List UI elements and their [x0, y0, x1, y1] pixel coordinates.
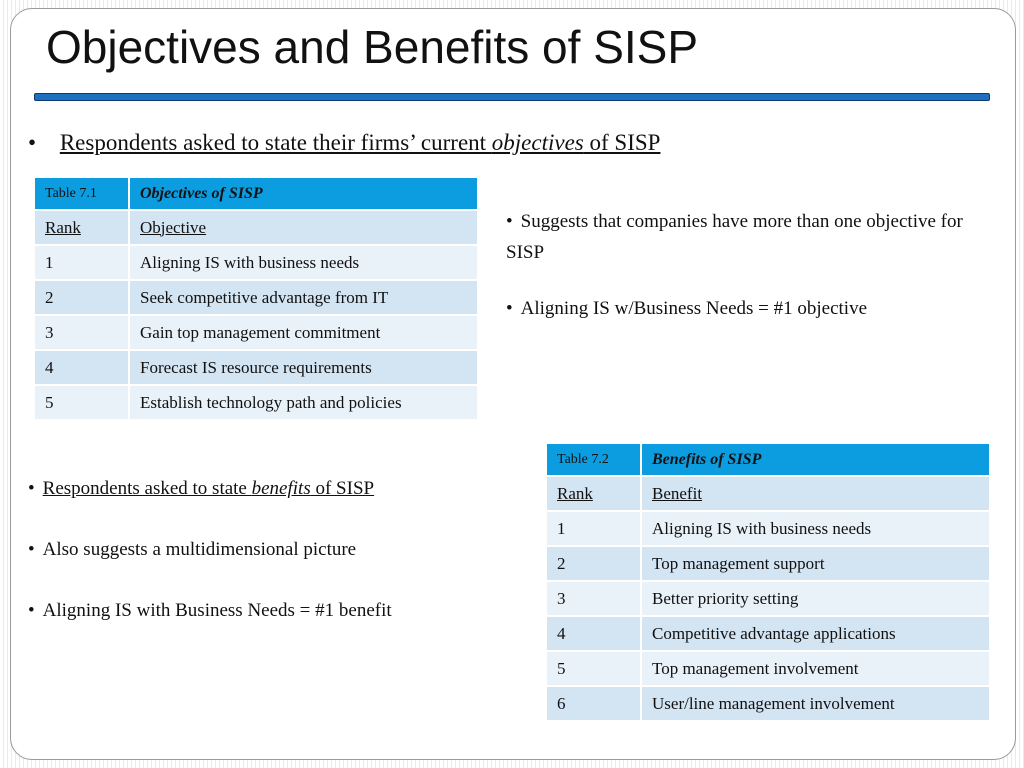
row-objective: Forecast IS resource requirements	[129, 350, 478, 385]
bullet-text: Aligning IS with Business Needs = #1 benefit	[42, 600, 392, 621]
row-benefit: Competitive advantage applications	[641, 616, 990, 651]
table-caption: Objectives of SISP	[129, 177, 478, 210]
row-benefit: Top management support	[641, 546, 990, 581]
table-row	[546, 511, 990, 546]
row-objective: Aligning IS with business needs	[129, 245, 478, 280]
bullet-text-start: Respondents asked to state their firms’ current	[59, 130, 492, 155]
table-row	[34, 350, 478, 385]
column-header-rank: Rank	[546, 476, 641, 511]
row-benefit: Aligning IS with business needs	[641, 511, 990, 546]
table-caption: Benefits of SISP	[641, 443, 990, 476]
row-rank: 5	[546, 651, 641, 686]
bullet-text-start: Respondents asked to state	[42, 478, 252, 499]
table-row	[546, 651, 990, 686]
row-rank: 4	[546, 616, 641, 651]
bullet-dot: •	[28, 130, 37, 155]
table-column-header-row	[34, 210, 478, 245]
bullet-multidimensional	[28, 539, 356, 561]
table-row	[34, 280, 478, 315]
row-rank: 5	[34, 385, 129, 420]
column-header-objective: Objective	[129, 210, 478, 245]
table-row	[34, 385, 478, 420]
bullet-dot: •	[28, 478, 35, 499]
column-header-rank: Rank	[34, 210, 129, 245]
row-rank: 2	[546, 546, 641, 581]
bullet-dot: •	[506, 211, 513, 232]
table-label: Table 7.2	[546, 443, 641, 476]
table-column-header-row	[546, 476, 990, 511]
row-rank: 1	[34, 245, 129, 280]
table-row	[34, 245, 478, 280]
row-objective: Gain top management commitment	[129, 315, 478, 350]
table-header-row	[34, 177, 478, 210]
column-header-benefit: Benefit	[641, 476, 990, 511]
table-header-row	[546, 443, 990, 476]
bullet-benefits-intro	[28, 478, 374, 500]
note-multiple-objectives	[506, 206, 966, 268]
row-objective: Establish technology path and policies	[129, 385, 478, 420]
page-title: Objectives and Benefits of SISP	[46, 21, 699, 73]
bullet-text	[60, 130, 661, 155]
benefits-table	[545, 442, 991, 722]
bullet-text-italic: benefits	[251, 478, 311, 499]
table-row	[546, 546, 990, 581]
row-benefit: Better priority setting	[641, 581, 990, 616]
note-text: Suggests that companies have more than one objective for SISP	[506, 211, 963, 263]
bullet-objectives-intro	[28, 130, 660, 156]
row-rank: 1	[546, 511, 641, 546]
table-row	[546, 686, 990, 721]
table-label: Table 7.1	[34, 177, 129, 210]
row-rank: 2	[34, 280, 129, 315]
bullet-dot: •	[28, 539, 35, 560]
row-rank: 3	[34, 315, 129, 350]
note-text: Aligning IS w/Business Needs = #1 objective	[520, 298, 868, 319]
objectives-table	[33, 176, 479, 421]
row-rank: 6	[546, 686, 641, 721]
title-underline-bar	[34, 93, 990, 101]
row-benefit: User/line management involvement	[641, 686, 990, 721]
bullet-dot: •	[28, 600, 35, 621]
row-objective: Seek competitive advantage from IT	[129, 280, 478, 315]
row-rank: 3	[546, 581, 641, 616]
table-row	[546, 616, 990, 651]
bullet-text: Also suggests a multidimensional picture	[42, 539, 357, 560]
bullet-text-end: of SISP	[310, 478, 375, 499]
bullet-top-benefit	[28, 600, 392, 622]
table-row	[546, 581, 990, 616]
bullet-dot: •	[506, 298, 513, 319]
note-top-objective	[506, 298, 867, 320]
row-benefit: Top management involvement	[641, 651, 990, 686]
table-row	[34, 315, 478, 350]
bullet-text-end: of SISP	[583, 130, 661, 155]
bullet-text	[43, 478, 374, 499]
bullet-text-italic: objectives	[491, 130, 584, 155]
row-rank: 4	[34, 350, 129, 385]
